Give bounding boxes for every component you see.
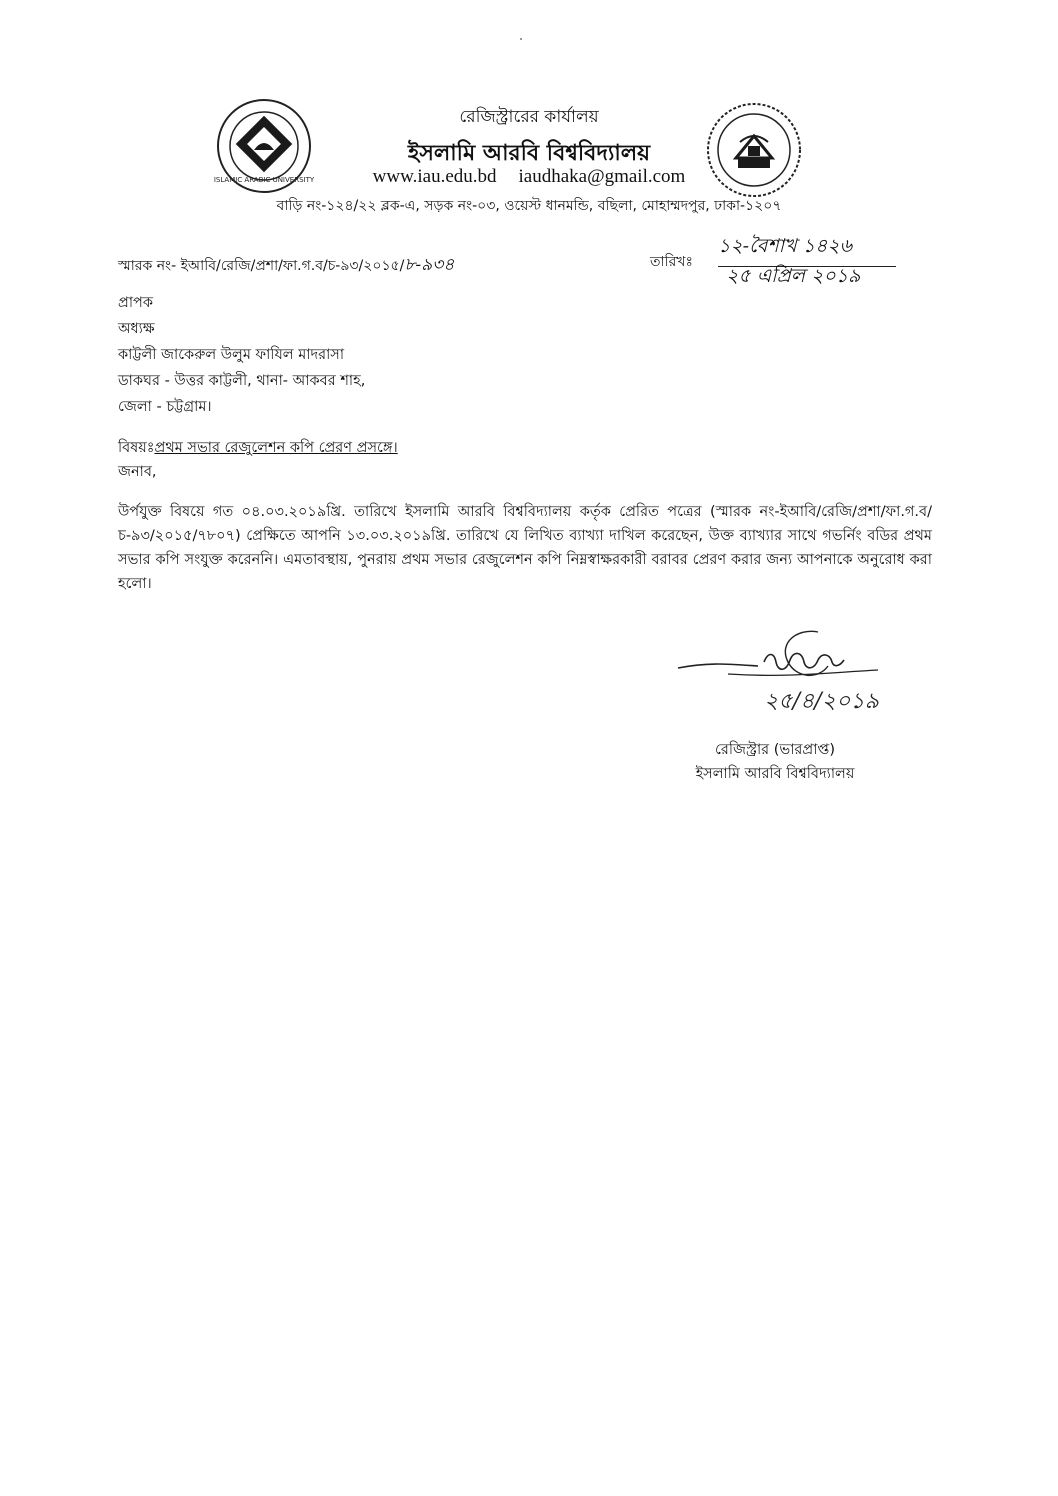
memo-label: স্মারক নং- [118, 258, 177, 274]
email-text: iaudhaka@gmail.com [518, 166, 686, 187]
signatory-block [620, 738, 930, 786]
signatory-title: রেজিস্ট্রার (ভারপ্রাপ্ত) [714, 742, 835, 758]
recipient-line: প্রাপক [118, 295, 154, 311]
subject-line [118, 436, 398, 460]
address-line: বাড়ি নং-১২৪/২২ ব্লক-এ, সড়ক নং-০৩, ওয়েস্ট ধানমন্ডি, বছিলা, মোহাম্মদপুর, ঢাকা-১২০৭ [276, 198, 782, 214]
letter-body: উর্পযুক্ত বিষয়ে গত ০৪.০৩.২০১৯খ্রি. তারিখে ইসলামি আরবি বিশ্ববিদ্যালয় কর্তৃক প্রেরিত পত্রের (স্মারক নং-ইআবি/রেজি/প্রশা/ফা.গ.ব/চ-৯৩/২০১৫/৭৮০৭) প্রেক্ষিতে আপনি ১৩.০৩.২০১৯খ্রি. তারিখে যে লিখিত ব্যাখ্যা দাখিল করেছেন, উক্ত ব্যাখ্যার সাথে গভর্নিং বডির প্রথম সভার কপি সংযুক্ত করেননি। এমতাবস্থায়, পুনরায় প্রথম সভার রেজুলেশন কপি নিম্নস্বাক্ষরকারী বরাবর প্রেরণ করার জন্য আপনাকে অনুরোধ করা হলো। [118, 504, 932, 592]
salutation: জনাব, [118, 464, 157, 480]
website-text: www.iau.edu.bd [372, 166, 497, 187]
recipient-line: অধ্যক্ষ [118, 321, 155, 337]
subject-text: প্রথম সভার রেজুলেশন কপি প্রেরণ প্রসঙ্গে। [154, 440, 398, 456]
signature-date: ২৫/৪/২০১৯ [764, 689, 879, 714]
contact-line [0, 166, 1058, 188]
memo-number: ইআবি/রেজি/প্রশা/ফা.গ.ব/চ-৯৩/২০১৫/ [180, 258, 405, 274]
date-bangla-handwritten: ১২-বৈশাখ ১৪২৬ [718, 232, 896, 267]
scan-speck [520, 38, 522, 40]
recipient-block [118, 290, 365, 420]
subject-label: বিষয়ঃ [118, 440, 155, 456]
recipient-line: ডাকঘর - উত্তর কাট্টলী, থানা- আকবর শাহ, [118, 373, 366, 389]
subject-block [118, 436, 398, 484]
recipient-line: জেলা - চট্টগ্রাম। [118, 399, 212, 415]
office-heading: রেজিস্ট্রারের কার্যালয় [459, 107, 599, 127]
memo-handwritten-suffix: ৮-৯৩৪ [404, 255, 455, 275]
handwritten-signature [668, 622, 928, 718]
date-english-handwritten: ২৫ এপ্রিল ২০১৯ [726, 265, 861, 287]
signatory-institution: ইসলামি আরবি বিশ্ববিদ্যালয় [695, 766, 855, 782]
memo-reference [118, 252, 454, 280]
university-name: ইসলামি আরবি বিশ্ববিদ্যালয় [407, 141, 651, 166]
date-label: তারিখঃ [650, 254, 693, 270]
recipient-line: কাট্টলী জাকেরুল উলুম ফাযিল মাদরাসা [118, 347, 345, 363]
svg-text:ISLAMIC ARABIC UNIVERSITY: ISLAMIC ARABIC UNIVERSITY [214, 176, 314, 184]
